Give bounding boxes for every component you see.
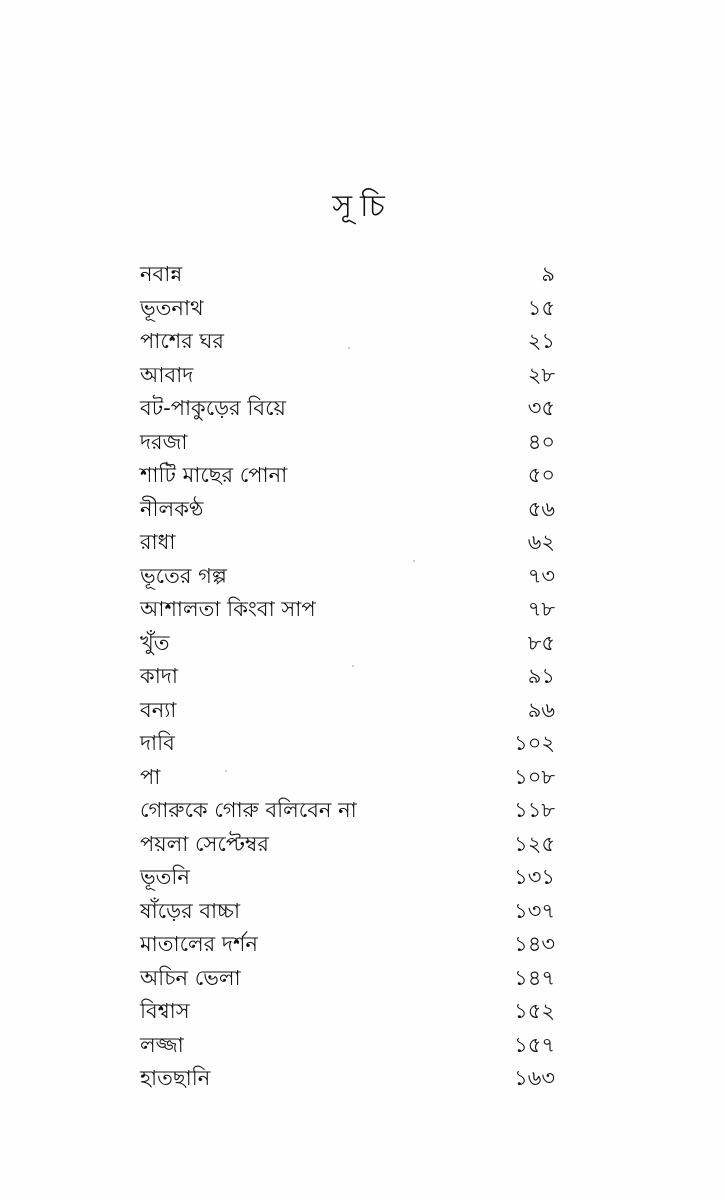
toc-entry-page-number: ৮৫ (527, 630, 555, 655)
toc-entry-page-number: ৪০ (527, 429, 555, 454)
toc-entry (140, 325, 555, 359)
toc-entry-page-number: ৯১ (527, 664, 555, 688)
toc-entry-page-number: ১০৮ (514, 764, 555, 789)
toc-entry (140, 258, 555, 292)
toc-entry-title: বট-পাকুড়ের বিয়ে (140, 396, 286, 420)
toc-entry-title: মাতালের দর্শন (140, 932, 258, 956)
toc-entry (140, 660, 555, 694)
paper-speck (352, 665, 354, 667)
toc-entry-title: রাধা (140, 530, 176, 554)
toc-entry-page-number: ৩৫ (527, 396, 555, 420)
toc-entry (140, 727, 555, 761)
toc-entry-page-number: ১৫ (527, 295, 555, 320)
toc-entry-page-number: ১৬৩ (514, 1066, 555, 1090)
toc-entry-title: অচিন ভেলা (140, 965, 241, 990)
toc-entry-page-number: ৭৮ (527, 597, 555, 621)
toc-entry-title: বন্যা (140, 697, 177, 722)
toc-entry (140, 694, 555, 728)
toc-entry-title: গোরুকে গোরু বলিবেন না (140, 798, 357, 822)
toc-entry-title: নবান্ন (140, 262, 183, 286)
page-title: সূচি (332, 189, 393, 224)
toc-entry (140, 392, 555, 426)
toc-entry (140, 962, 555, 996)
toc-entry (140, 995, 555, 1029)
toc-entry-title: পা (140, 764, 161, 789)
toc-entry (140, 292, 555, 326)
toc-entry-page-number: ২১ (527, 329, 555, 353)
toc-entry (140, 1029, 555, 1063)
toc-entry-title: ভূতনাথ (140, 295, 204, 320)
toc-entry-title: খুঁত (140, 630, 170, 655)
toc-entry-page-number: ১৪৩ (514, 932, 555, 956)
toc-entry-title: নীলকণ্ঠ (140, 496, 204, 521)
toc-entry-title: বিশ্বাস (140, 999, 190, 1023)
toc-entry-title: ভূতের গল্প (140, 563, 227, 588)
table-of-contents (140, 258, 555, 1096)
paper-speck (225, 770, 227, 772)
toc-entry-page-number: ৫৬ (527, 496, 555, 521)
toc-entry-page-number: ১১৮ (514, 798, 555, 822)
toc-entry-page-number: ৬২ (527, 530, 555, 554)
toc-entry-page-number: ১২৫ (514, 831, 555, 856)
toc-entry (140, 794, 555, 828)
toc-entry-page-number: ১৪৭ (514, 965, 555, 990)
toc-entry-title: পয়লা সেপ্টেম্বর (140, 831, 269, 856)
toc-entry (140, 627, 555, 661)
toc-entry-page-number: ১৫৭ (514, 1032, 555, 1057)
toc-entry (140, 560, 555, 594)
toc-entry (140, 828, 555, 862)
toc-entry (140, 593, 555, 627)
toc-entry-title: ষাঁড়ের বাচ্চা (140, 898, 241, 923)
toc-entry-title: আবাদ (140, 362, 194, 387)
toc-entry-page-number: ১৩৭ (514, 898, 555, 923)
toc-entry-title: দরজা (140, 429, 188, 454)
toc-entry (140, 426, 555, 460)
toc-entry-title: লজ্জা (140, 1032, 184, 1057)
toc-entry (140, 861, 555, 895)
toc-entry (140, 761, 555, 795)
toc-entry-title: শাটি মাছের পোনা (140, 463, 288, 487)
toc-entry-title: ভূতনি (140, 865, 190, 889)
toc-entry (140, 359, 555, 393)
paper-speck (348, 347, 350, 349)
toc-entry-title: হাতছানি (140, 1066, 211, 1090)
toc-entry (140, 895, 555, 929)
toc-entry-page-number: ৫০ (527, 463, 555, 487)
toc-entry (140, 526, 555, 560)
toc-entry (140, 493, 555, 527)
toc-entry-title: কাদা (140, 664, 178, 688)
toc-entry-page-number: ২৮ (527, 362, 555, 387)
toc-entry-page-number: ১৫২ (514, 999, 555, 1023)
toc-entry-page-number: ৭৩ (527, 563, 555, 588)
paper-speck (413, 560, 415, 562)
toc-entry (140, 1062, 555, 1096)
toc-entry-title: পাশের ঘর (140, 329, 224, 353)
toc-entry (140, 928, 555, 962)
toc-entry (140, 459, 555, 493)
toc-entry-page-number: ১০২ (514, 731, 555, 755)
toc-entry-title: আশালতা কিংবা সাপ (140, 597, 316, 621)
toc-entry-page-number: ৯ (541, 262, 555, 286)
toc-entry-title: দাবি (140, 731, 175, 755)
toc-entry-page-number: ১৩১ (514, 865, 555, 889)
toc-entry-page-number: ৯৬ (527, 697, 555, 722)
